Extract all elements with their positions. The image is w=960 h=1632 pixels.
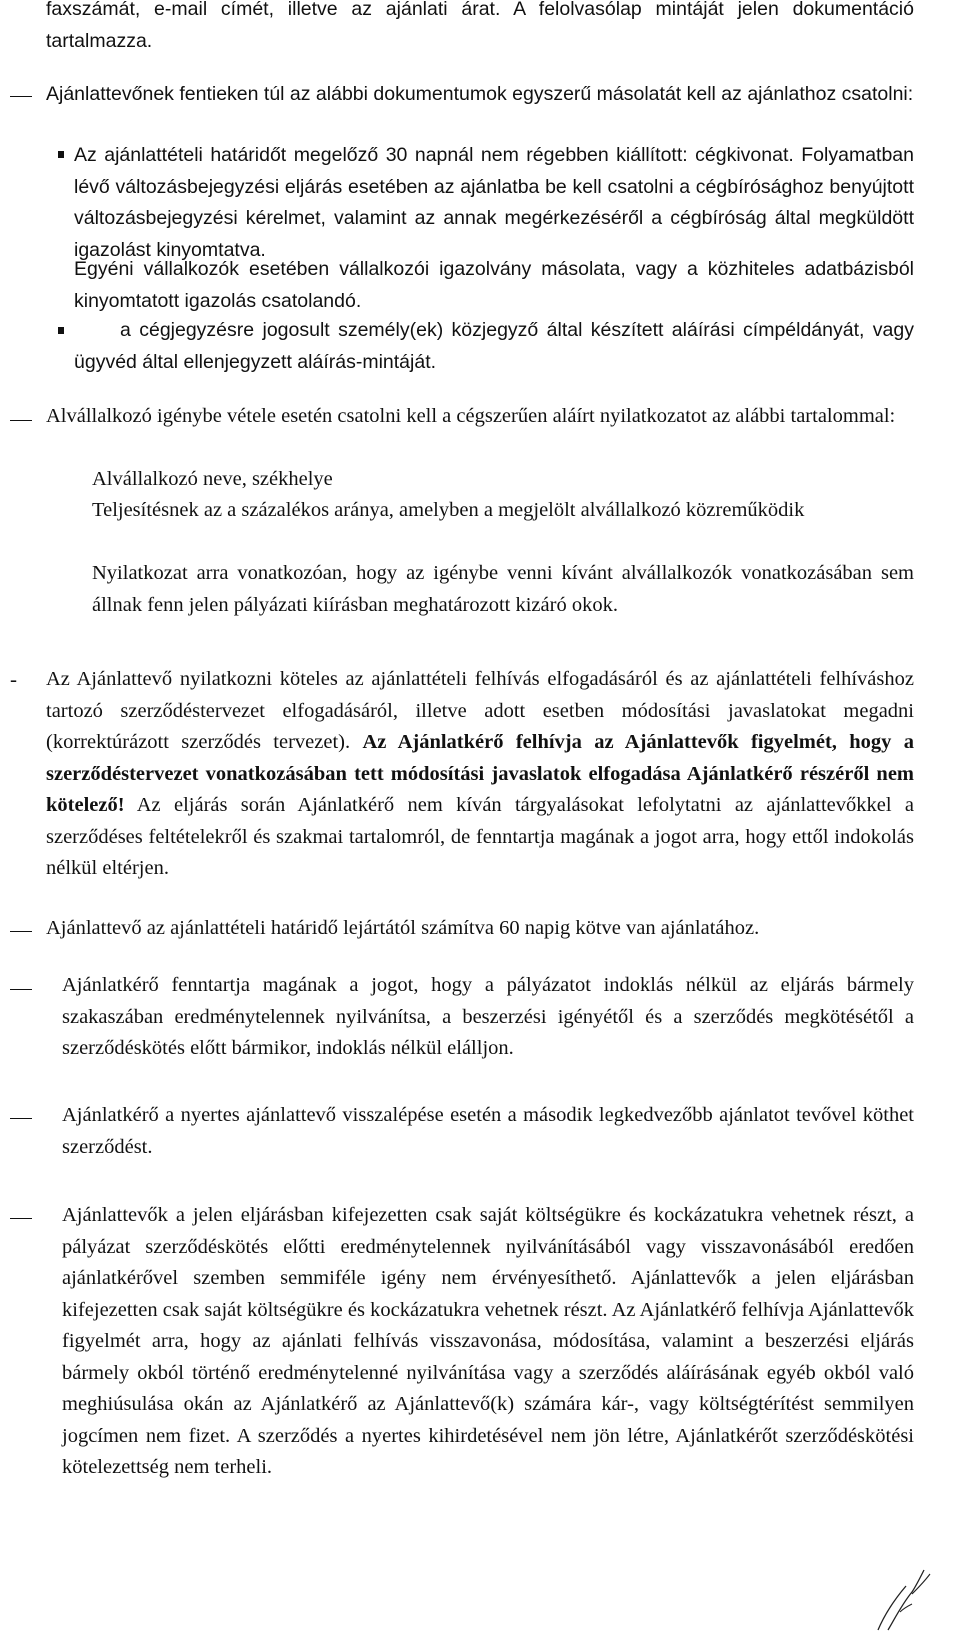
subcontractor-line-declaration: Nyilatkozat arra vonatkozóan, hogy az igénybe venni kívánt alvállalkozók vonatkozásában sem állnak fenn jelen pályázati kiírásban meghatározott kizáró okok. — [92, 562, 914, 616]
binding-paragraph: Ajánlattevő az ajánlattételi határidő lejártától számítva 60 napig kötve van ajánlatához. — [46, 917, 760, 939]
dash-marker — [10, 931, 32, 932]
subcontractor-line-share: Teljesítésnek az a százalékos aránya, amelyben a megjelölt alvállalkozó közreműködik — [92, 499, 805, 521]
square-bullet-icon — [58, 327, 64, 334]
square-bullet-icon — [58, 151, 64, 158]
costs-paragraph: Ajánlattevők a jelen eljárásban kifejezetten csak saját költségükre és kockázatukra vehetnek részt, a pályázat szerződéskötés előtti eredménytelennek nyilvánításából vagy visszavonásából eredően ajánlatkérővel szemben semmiféle igény nem érvényesíthető. Ajánlattevők a jelen eljárásban kifejezetten csak saját költségükre és kockázatukra vehetnek részt. Az Ajánlatkérő felhívja Ajánlattevők figyelmét arra, hogy az ajánlati felhívás visszavonása, módosítása, valamint a beszerzési eljárás bármely okból történő eredménytelenné nyilvánítása vagy a szerződés aláírásának egyéb okból való meghiúsulása okán az Ajánlatkérő az Ajánlattevő(k) számára kár-, vagy költségtérítést semmilyen jogcímen nem fizet. A szerződés a nyertes kihirdetésével nem jön létre, Ajánlatkérőt szerződéskötési kötelezettség nem terheli. — [62, 1204, 914, 1478]
doc-list-item-alairas: a cégjegyzésre jogosult személy(ek) közjegyző által készített aláírási címpéldányát, vagy ügyvéd által ellenjegyzett aláírás-mintáját. — [74, 319, 914, 373]
reserve-paragraph: Ajánlatkérő fenntartja magának a jogot, hogy a pályázatot indoklás nélkül az eljárás bármely szakaszában eredménytelennek nyilvánítsa, a beszerzési igényétől és a szerződés megkötésétől a szerződéskötés előtt bármikor, indoklás nélkül elálljon. — [62, 974, 914, 1059]
doc-list-lead: Ajánlattevőnek fentieken túl az alábbi dokumentumok egyszerű másolatát kell az ajánlathoz csatolni: — [46, 83, 914, 105]
dash-marker — [10, 1218, 32, 1219]
subcontractor-lead: Alvállalkozó igénybe vétele esetén csatolni kell a cégszerűen aláírt nyilatkozatot az alábbi tartalommal: — [46, 405, 896, 427]
doc-list-item-text: Az ajánlattételi határidőt megelőző 30 napnál nem régebben kiállított: cégkivonat. Folyamatban lévő változásbejegyzési eljárás esetében az ajánlatba be kell csatolni a cégbírósághoz benyújtott változásbejegyzési kérelmet, valamint az annak megérkezéséről a cégbíróság által megküldött igazolást kinyomtatva. — [74, 144, 914, 261]
doc-list-item-cegkivonat — [74, 140, 914, 266]
contract-paragraph — [46, 664, 914, 885]
contract-bold-notice: Az Ajánlatkérő felhívja az Ajánlattevők figyelmét, hogy a szerződéstervezet vonatkozásában tett módosítási javaslatok elfogadása Ajánlatkérő részéről nem kötelező! — [46, 731, 915, 816]
withdrawal-paragraph: Ajánlatkérő a nyertes ajánlattevő visszalépése esetén a második legkedvezőbb ajánlatot tevővel köthet szerződést. — [62, 1104, 914, 1158]
dash-marker — [10, 420, 32, 421]
contract-text: Az Ajánlattevő nyilatkozni köteles az ajánlattételi felhívás elfogadásáról és az ajánlattételi felhíváshoz tartozó szerződéstervezet elfogadásáról, illetve adott esetben módosítási javaslatokat megadni (korrektúrázott szerződés tervezet). — [46, 668, 914, 753]
doc-list-item-extra: Egyéni vállalkozók esetében vállalkozói igazolvány másolata, vagy a közhiteles adatbázisból kinyomtatott igazolás csatolandó. — [74, 258, 914, 312]
dash-marker — [10, 989, 32, 990]
contract-text-cont: Az eljárás során Ajánlatkérő nem kíván tárgyalásokat lefolytatni az ajánlattevőkkel a szerződéses feltételekről és szakmai tartalomról, de fenntartja magának a jogot arra, hogy ettől indokolás nélkül eltérjen. — [46, 794, 914, 879]
hyphen-marker: - — [10, 667, 17, 691]
dash-marker — [10, 1118, 32, 1119]
signature-icon — [872, 1560, 942, 1632]
dash-marker — [10, 96, 32, 97]
subcontractor-line-name: Alvállalkozó neve, székhelye — [92, 468, 333, 490]
intro-paragraph: faxszámát, e-mail címét, illetve az ajánlati árat. A felolvasólap mintáját jelen dokumentáció tartalmazza. — [46, 0, 914, 52]
